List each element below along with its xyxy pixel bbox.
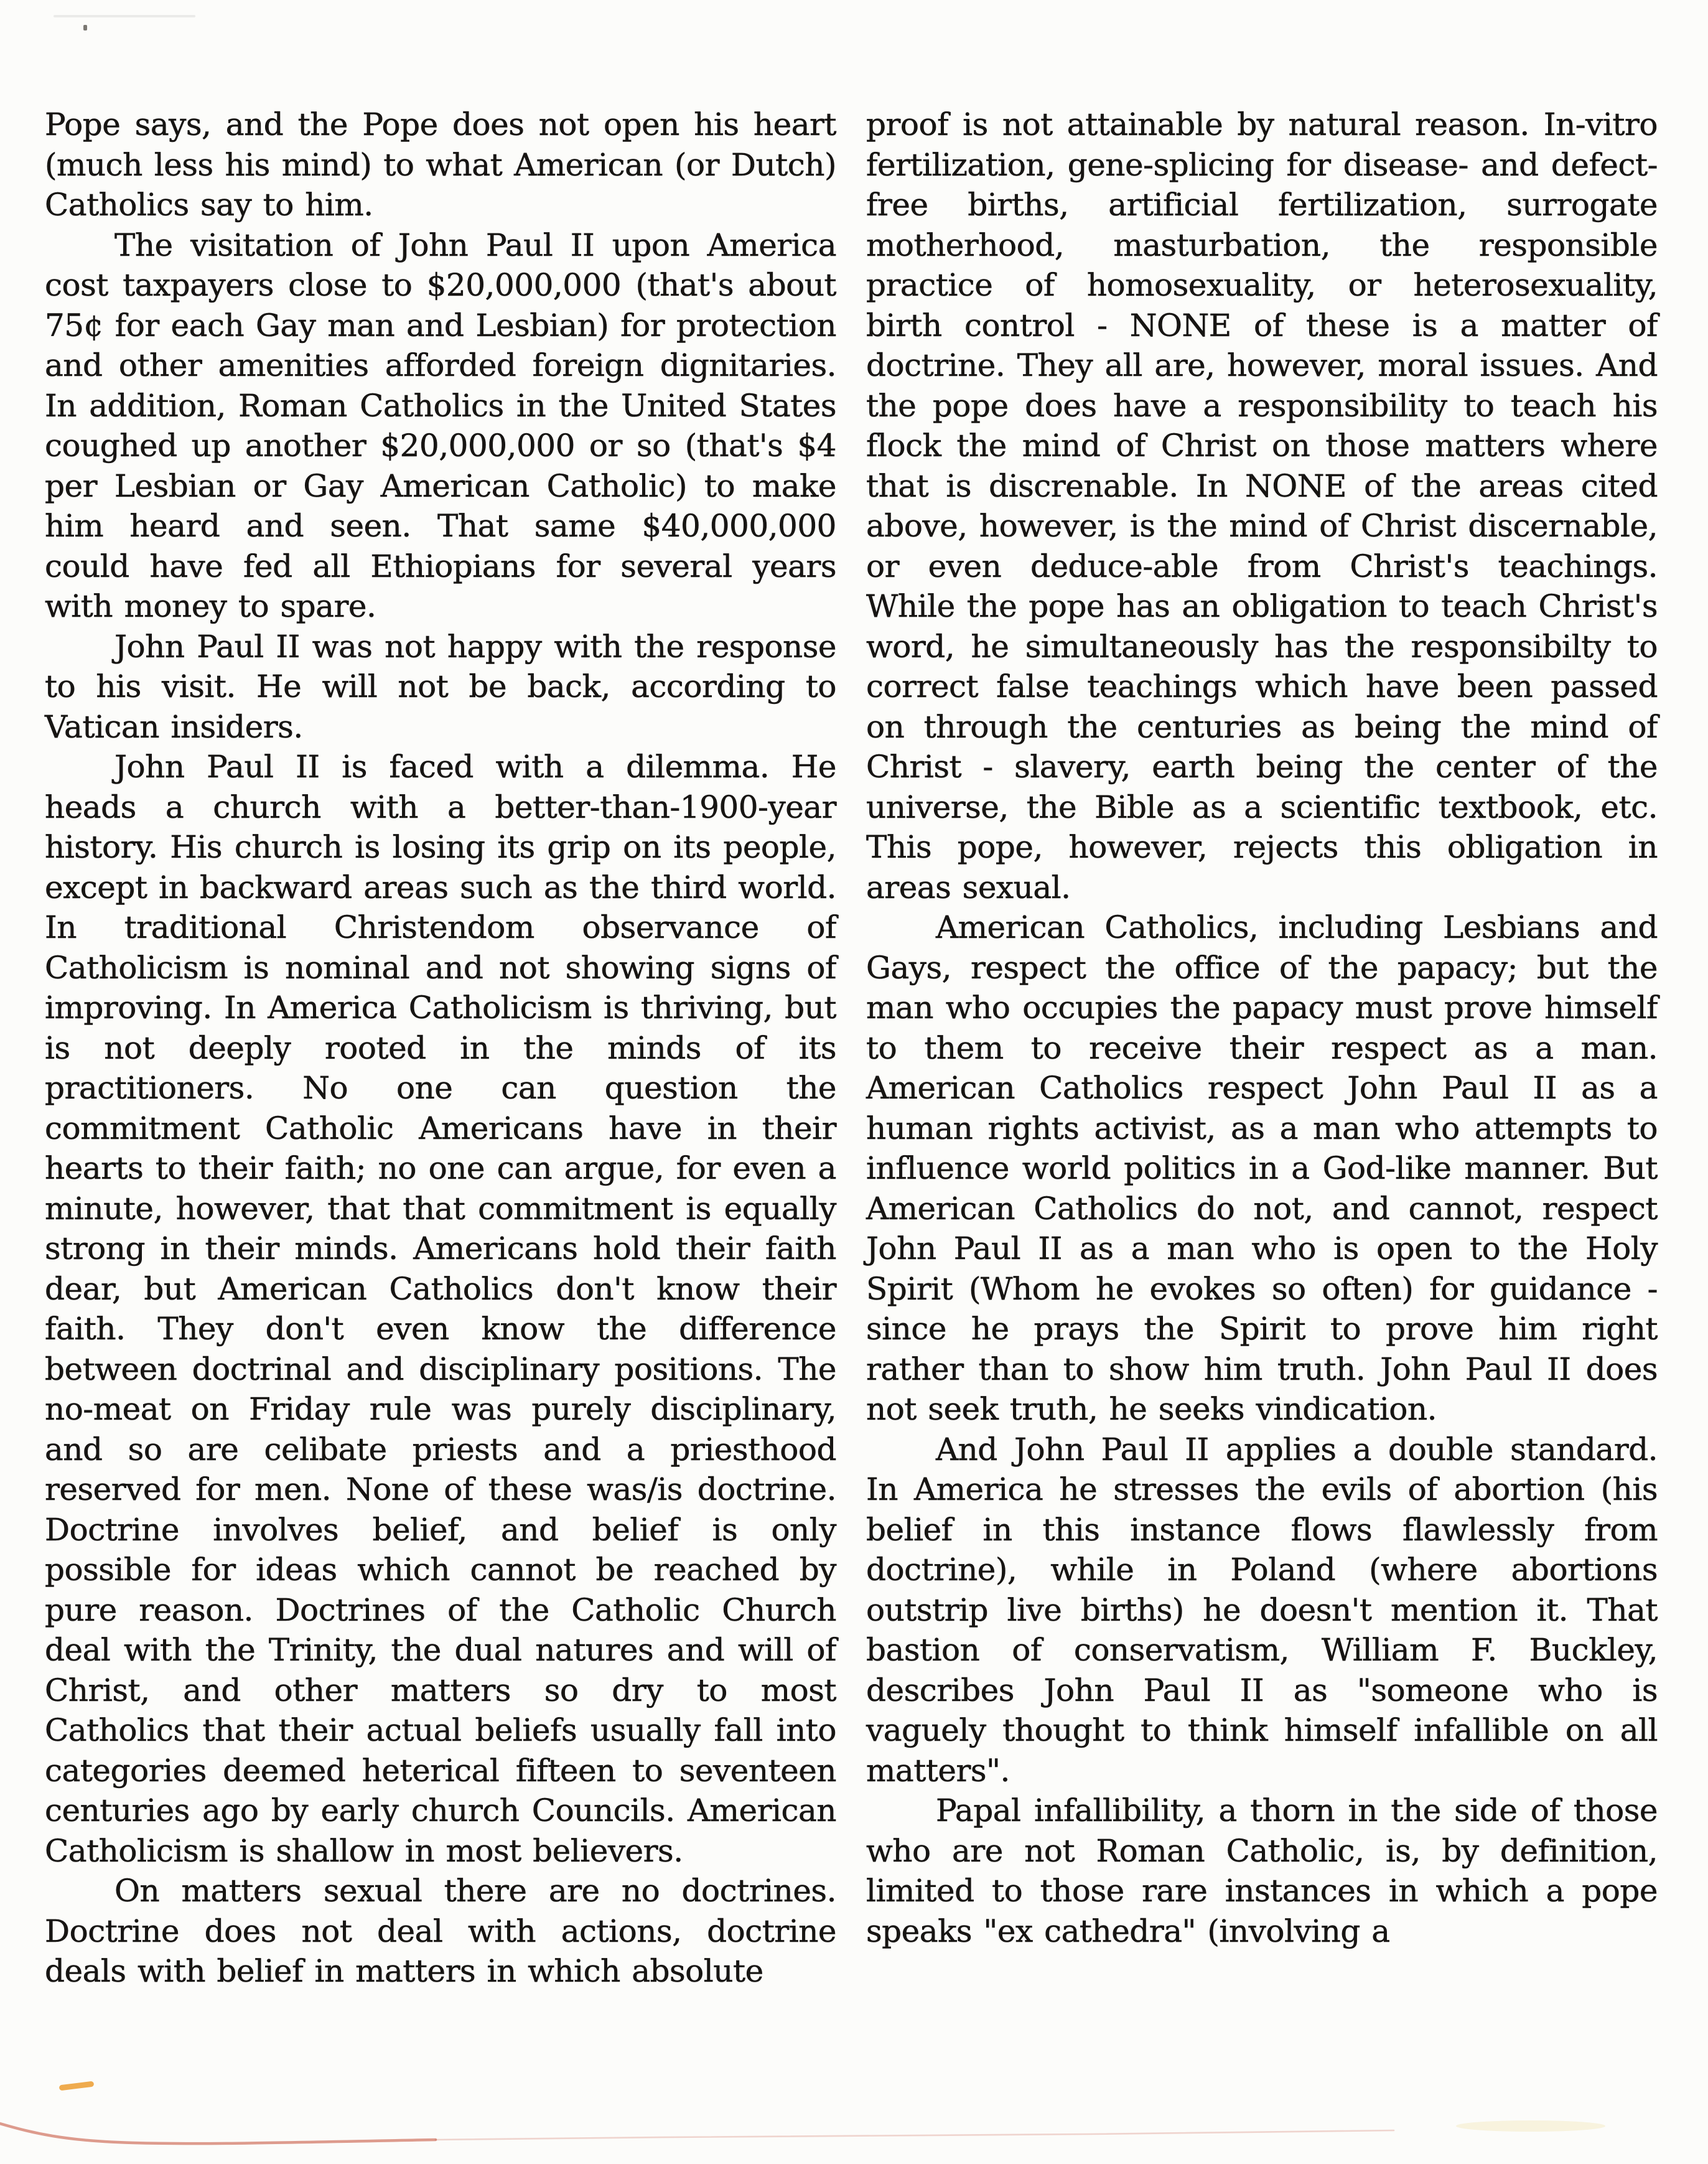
paragraph: John Paul II is faced with a dilemma. He heads a church with a better-than-1900-year history. His church is losing its grip on its people, except in backward areas such as the third world. In traditional Christendom observance of Catholicism is nominal and not showing signs of improving. In America Catholicism is thriving, but is not deeply rooted in the minds of its practitioners. No one can question the commitment Catholic Americans have in their hearts to their faith; no one can argue, for even a minute, however, that that commitment is equally strong in their minds. Americans hold their faith dear, but American Catholics don't know their faith. They don't even know the difference between doctrinal and disciplinary positions. The no-meat on Friday rule was purely disciplinary, and so are celibate priests and a priesthood reserved for men. None of these was/is doctrine. Doctrine involves belief, and belief is only possible for ideas which cannot be reached by pure reason. Doctrines of the Catholic Church deal with the Trinity, the dual natures and will of Christ, and other matters so dry to most Catholics that their actual beliefs usually fall into categories deemed heterical fifteen to seventeen centuries ago by early church Councils. American Catholicism is shallow in most believers. <box>45 749 836 1869</box>
paragraph: John Paul II was not happy with the response to his visit. He will not be back, according to Vatican insiders. <box>45 628 836 745</box>
paragraph: On matters sexual there are no doctrines. Doctrine does not deal with actions, doctrine deals with belief in matters in which absolute <box>45 1873 836 1989</box>
paragraph: The visitation of John Paul II upon America cost taxpayers close to $20,000,000 (that's about 75¢ for each Gay man and Lesbian) for protection and other amenities afforded foreign dignitaries. In addition, Roman Catholics in the United States coughed up another $20,000,000 or so (that's $4 per Lesbian or Gay American Catholic) to make him heard and seen. That same $40,000,000 could have fed all Ethiopians for several years with money to spare. <box>45 227 836 624</box>
paragraph: American Catholics, including Lesbians and Gays, respect the office of the papacy; but the man who occupies the papacy must prove himself to them to receive their respect as a man. American Catholics respect John Paul II as a human rights activist, as a man who attempts to influence world politics in a God-like manner. But American Catholics do not, and cannot, respect John Paul II as a man who is open to the Holy Spirit (Whom he evokes so often) for guidance - since he prays the Spirit to prove him right rather than to show him truth. John Paul II does not seek truth, he seeks vindication. <box>866 909 1658 1427</box>
scan-smudge <box>54 15 195 17</box>
left-column <box>45 105 836 1992</box>
red-pen-line <box>0 2115 1708 2158</box>
right-column <box>866 105 1658 1951</box>
paragraph: Papal infallibility, a thorn in the side of those who are not Roman Catholic, is, by definition, limited to those rare instances in which a pope speaks "ex cathedra" (involving a <box>866 1792 1658 1949</box>
paragraph: And John Paul II applies a double standard. In America he stresses the evils of abortion (his belief in this instance flows flawlessly from doctrine), while in Poland (where abortions outstrip live births) he doesn't mention it. That bastion of conservatism, William F. Buckley, describes John Paul II as "someone who is vaguely thought to think himself infallible on all matters". <box>866 1431 1658 1789</box>
orange-highlighter-mark <box>59 2081 95 2091</box>
scan-speck <box>83 25 87 30</box>
paragraph-continued-from-previous-page: Pope says, and the Pope does not open his heart (much less his mind) to what American (or Dutch) Catholics say to him. <box>45 106 836 223</box>
paragraph-continued-from-left-column: proof is not attainable by natural reason. In-vitro fertilization, gene-splicing for disease- and defect-free births, artificial fertilization, surrogate motherhood, masturbation, the responsible practice of homosexuality, or heterosexuality, birth control - NONE of these is a matter of doctrine. They all are, however, moral issues. And the pope does have a responsibility to teach his flock the mind of Christ on those matters where that is discrenable. In NONE of the areas cited above, however, is the mind of Christ discernable, or even deduce-able from Christ's teachings. While the pope has an obligation to teach Christ's word, he simultaneously has the responsibilty to correct false teachings which have been passed on through the centuries as being the mind of Christ - slavery, earth being the center of the universe, the Bible as a scientific textbook, etc. This pope, however, rejects this obligation in areas sexual. <box>866 106 1658 906</box>
